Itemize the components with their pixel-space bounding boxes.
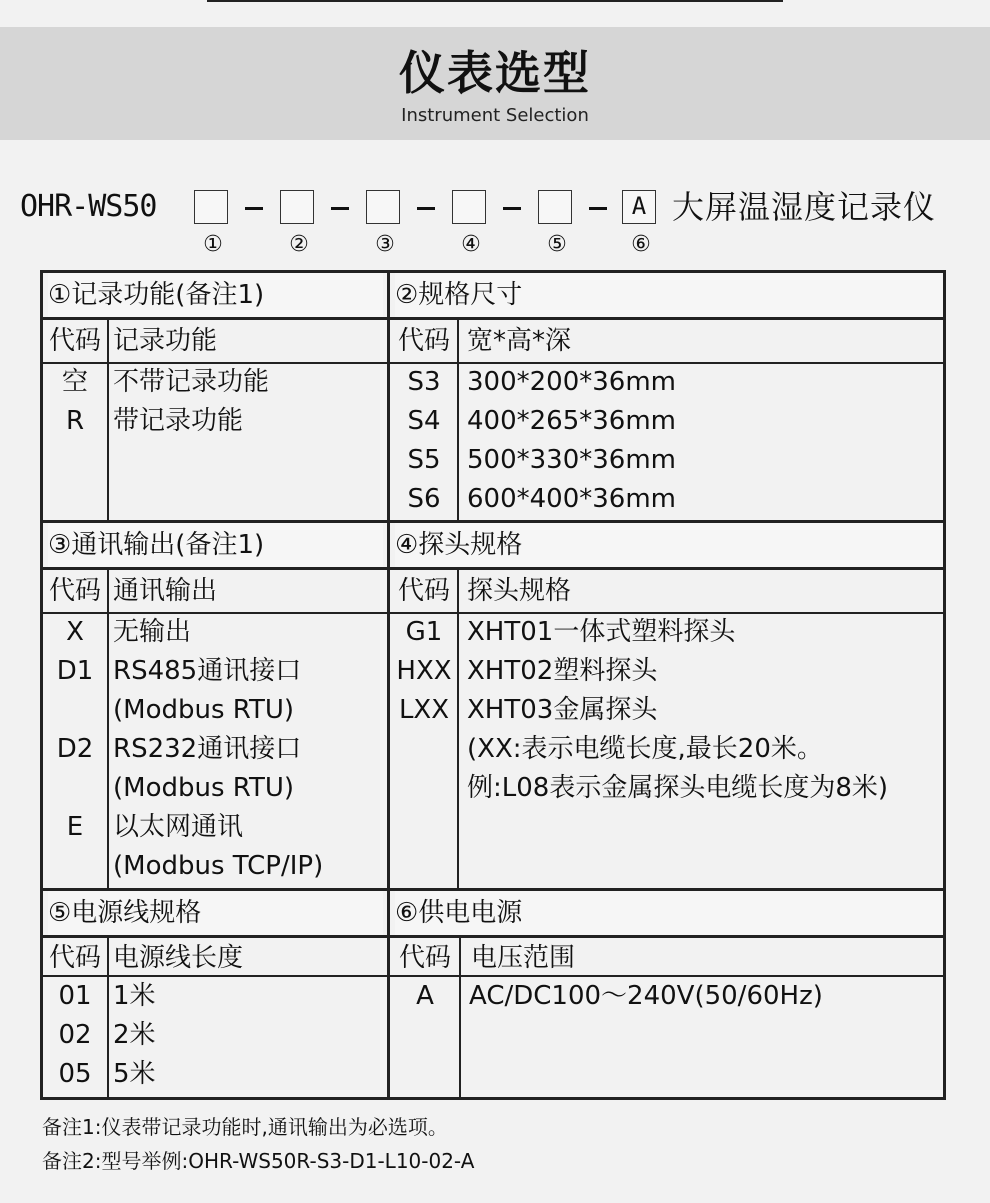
col-desc-3: 通讯输出 (113, 576, 218, 606)
dash (417, 207, 435, 210)
position-number: ③ (375, 232, 395, 257)
divider (107, 938, 109, 1097)
values-5 (113, 977, 156, 1094)
value: (XX:表示电缆长度,最长20米。 (467, 734, 823, 764)
code: S3 (407, 367, 441, 397)
value: 400*265*36mm (467, 406, 676, 436)
section-title-3: ③通讯输出(备注1) (48, 523, 383, 567)
value: 500*330*36mm (467, 445, 676, 475)
value: 300*200*36mm (467, 367, 676, 397)
value: 无输出 (113, 617, 192, 647)
codes-5 (43, 977, 107, 1094)
section-title-6: ⑥供电电源 (395, 891, 943, 935)
divider (107, 320, 109, 520)
code: D1 (56, 656, 94, 686)
note-2: 备注2:型号举例:OHR-WS50R-S3-D1-L10-02-A (42, 1149, 475, 1173)
section-title-1: ①记录功能(备注1) (48, 273, 383, 317)
model-prefix: OHR-WS50 (20, 189, 157, 224)
code: 01 (58, 981, 92, 1011)
value: (Modbus RTU) (113, 695, 295, 725)
model-code-line (0, 185, 990, 230)
code: D2 (56, 734, 94, 764)
position-number: ① (203, 232, 223, 257)
dash (503, 207, 521, 210)
col-desc-2: 宽*高*深 (467, 326, 572, 356)
col-desc-4: 探头规格 (467, 576, 572, 606)
section-title-4: ④探头规格 (395, 523, 943, 567)
col-code-1: 代码 (48, 326, 101, 356)
page-header (0, 27, 990, 140)
page-title: 仪表选型 (399, 46, 591, 100)
col-desc-5: 电源线长度 (113, 943, 244, 973)
code: S5 (407, 445, 441, 475)
code: R (65, 406, 85, 436)
value: 600*400*36mm (467, 484, 676, 514)
code (43, 769, 107, 808)
code: 02 (58, 1020, 92, 1050)
position-number: ④ (461, 232, 481, 257)
col-code-6: 代码 (398, 943, 451, 973)
dash (331, 207, 349, 210)
code (43, 847, 107, 886)
values-3 (113, 613, 323, 886)
code: S6 (407, 484, 441, 514)
code: A (416, 981, 434, 1011)
code: 05 (58, 1059, 92, 1089)
value: XHT02塑料探头 (467, 656, 658, 686)
code (43, 691, 107, 730)
code: HXX (396, 656, 452, 686)
position-number: ② (289, 232, 309, 257)
col-desc-6: 电压范围 (471, 943, 576, 973)
value: 5米 (113, 1059, 156, 1089)
divider (457, 570, 459, 888)
codes-6 (391, 977, 459, 1016)
values-6 (469, 977, 823, 1016)
code: S4 (407, 406, 441, 436)
divider (107, 570, 109, 888)
code-box-6: A (622, 190, 656, 224)
value: (Modbus RTU) (113, 773, 295, 803)
col-code-2: 代码 (397, 326, 450, 356)
code (391, 730, 457, 769)
code-box-3 (366, 190, 400, 224)
section-title-2: ②规格尺寸 (395, 273, 943, 317)
value: 带记录功能 (113, 406, 244, 436)
col-code-4: 代码 (397, 576, 450, 606)
dash (245, 207, 263, 210)
codes-2 (391, 363, 457, 519)
code-box-4 (452, 190, 486, 224)
divider (457, 320, 459, 520)
codes-3 (43, 613, 107, 886)
divider (459, 938, 461, 1097)
top-divider (207, 0, 783, 2)
model-product-name: 大屏温湿度记录仪 (672, 188, 937, 226)
page-subtitle: Instrument Selection (401, 105, 589, 126)
note-1: 备注1:仪表带记录功能时,通讯输出为必选项。 (42, 1115, 448, 1139)
center-divider (387, 273, 390, 1097)
col-code-5: 代码 (48, 943, 101, 973)
code: X (66, 617, 84, 647)
value: 1米 (113, 981, 156, 1011)
position-number: ⑤ (547, 232, 567, 257)
section-title-5: ⑤电源线规格 (48, 891, 383, 935)
notes (42, 1110, 474, 1178)
value: XHT01一体式塑料探头 (467, 617, 736, 647)
value: 例:L08表示金属探头电缆长度为8米) (467, 773, 889, 803)
values-4 (467, 613, 888, 808)
codes-4 (391, 613, 457, 808)
code: E (66, 812, 84, 842)
code: G1 (405, 617, 443, 647)
code (391, 769, 457, 808)
code: LXX (398, 695, 450, 725)
col-code-3: 代码 (48, 576, 101, 606)
value: RS485通讯接口 (113, 656, 302, 686)
codes-1 (43, 363, 107, 441)
dash (589, 207, 607, 210)
position-number: ⑥ (631, 232, 651, 257)
value: 以太网通讯 (113, 812, 244, 842)
values-1 (113, 363, 269, 441)
value: 不带记录功能 (113, 367, 270, 397)
value: (Modbus TCP/IP) (113, 851, 324, 881)
selection-table (40, 270, 946, 1100)
code-box-1 (194, 190, 228, 224)
value: XHT03金属探头 (467, 695, 658, 725)
values-2 (467, 363, 676, 519)
col-desc-1: 记录功能 (113, 326, 218, 356)
value: AC/DC100～240V(50/60Hz) (469, 981, 823, 1011)
code-box-5 (538, 190, 572, 224)
value: RS232通讯接口 (113, 734, 302, 764)
value: 2米 (113, 1020, 156, 1050)
code-box-2 (280, 190, 314, 224)
code: 空 (61, 367, 88, 397)
